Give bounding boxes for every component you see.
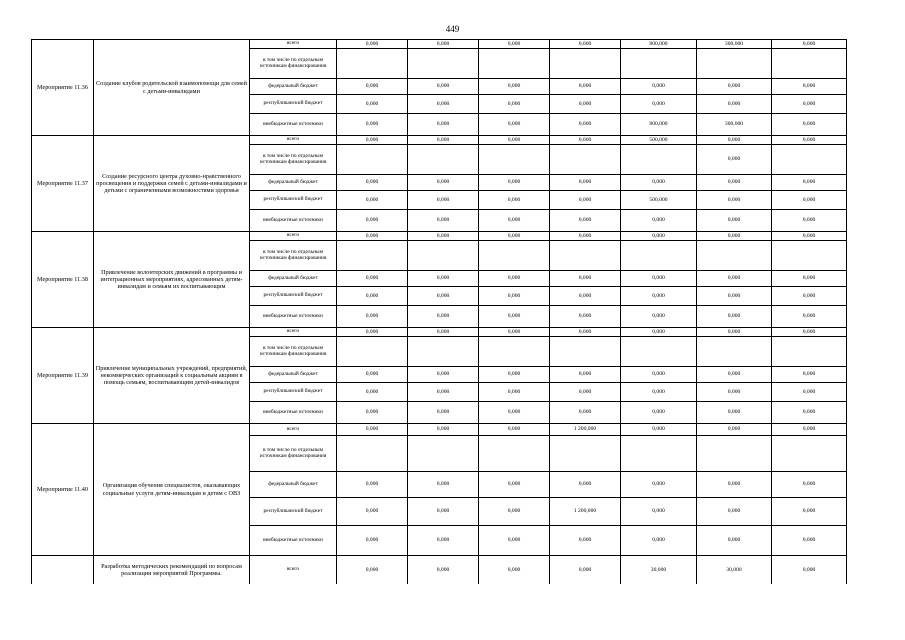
- funding-source-label: всего: [250, 556, 337, 584]
- amount-cell: [550, 241, 621, 271]
- amount-cell: [621, 49, 697, 79]
- amount-cell: 300,000: [697, 40, 772, 49]
- amount-cell: 0,000: [408, 136, 479, 145]
- amount-cell: 0,000: [479, 526, 550, 556]
- event-number-cell: Мероприятие 11.38: [32, 232, 94, 328]
- amount-cell: [479, 436, 550, 472]
- amount-cell: 0,000: [479, 191, 550, 210]
- amount-cell: 30,000: [697, 556, 772, 584]
- amount-cell: 0,000: [550, 79, 621, 95]
- amount-cell: [697, 241, 772, 271]
- amount-cell: 0,000: [772, 306, 847, 328]
- amount-cell: 0,000: [697, 210, 772, 232]
- amount-cell: 0,000: [697, 191, 772, 210]
- amount-cell: 0,000: [408, 328, 479, 337]
- amount-cell: 0,000: [772, 498, 847, 526]
- amount-cell: 0,000: [479, 95, 550, 114]
- amount-cell: 0,000: [550, 383, 621, 402]
- amount-cell: 0,000: [772, 424, 847, 436]
- amount-cell: 0,000: [772, 40, 847, 49]
- amount-cell: 0,000: [479, 40, 550, 49]
- amount-cell: 0,000: [621, 472, 697, 498]
- amount-cell: 0,000: [408, 402, 479, 424]
- amount-cell: 0,000: [479, 424, 550, 436]
- amount-cell: [550, 337, 621, 367]
- budget-table: [31, 39, 847, 584]
- amount-cell: [479, 49, 550, 79]
- event-number-cell: Мероприятие 11.36: [32, 40, 94, 136]
- funding-source-label: всего: [250, 136, 337, 145]
- amount-cell: 0,000: [697, 383, 772, 402]
- amount-cell: [408, 49, 479, 79]
- amount-cell: 0,000: [697, 232, 772, 241]
- amount-cell: 0,000: [550, 210, 621, 232]
- amount-cell: 0,000: [697, 145, 772, 175]
- amount-cell: 0,000: [479, 472, 550, 498]
- amount-cell: 0,000: [550, 526, 621, 556]
- amount-cell: [697, 337, 772, 367]
- amount-cell: 0,000: [337, 136, 408, 145]
- amount-cell: 0,000: [408, 287, 479, 306]
- amount-cell: 0,000: [621, 95, 697, 114]
- amount-cell: 0,000: [479, 402, 550, 424]
- amount-cell: 0,000: [337, 40, 408, 49]
- amount-cell: 0,000: [408, 472, 479, 498]
- funding-source-label: внебюджетные источники: [250, 114, 337, 136]
- amount-cell: 0,000: [772, 191, 847, 210]
- funding-source-label: республиканский бюджет: [250, 383, 337, 402]
- amount-cell: 0,000: [621, 271, 697, 287]
- amount-cell: 0,000: [337, 472, 408, 498]
- amount-cell: [621, 145, 697, 175]
- amount-cell: 0,000: [479, 498, 550, 526]
- amount-cell: 0,000: [772, 210, 847, 232]
- funding-source-label: в том числе по отдельным источникам финансирования: [250, 145, 337, 175]
- amount-cell: 0,000: [337, 271, 408, 287]
- amount-cell: 0,000: [772, 328, 847, 337]
- amount-cell: 0,000: [621, 232, 697, 241]
- event-number-cell: Мероприятие 11.37: [32, 136, 94, 232]
- funding-source-label: федеральный бюджет: [250, 472, 337, 498]
- amount-cell: [621, 436, 697, 472]
- amount-cell: [479, 241, 550, 271]
- amount-cell: 0,000: [621, 526, 697, 556]
- amount-cell: 0,000: [337, 287, 408, 306]
- amount-cell: 0,000: [697, 472, 772, 498]
- amount-cell: 300,000: [697, 114, 772, 136]
- amount-cell: 0,000: [479, 232, 550, 241]
- amount-cell: [337, 337, 408, 367]
- amount-cell: 0,000: [337, 402, 408, 424]
- amount-cell: 0,000: [772, 367, 847, 383]
- funding-source-label: внебюджетные источники: [250, 402, 337, 424]
- funding-source-label: всего: [250, 40, 337, 49]
- amount-cell: 0,000: [337, 306, 408, 328]
- amount-cell: 0,000: [550, 232, 621, 241]
- page-number: 449: [445, 24, 460, 34]
- amount-cell: 0,000: [337, 232, 408, 241]
- amount-cell: 0,000: [408, 114, 479, 136]
- amount-cell: 30,000: [621, 556, 697, 584]
- amount-cell: 0,000: [550, 367, 621, 383]
- amount-cell: 0,000: [479, 136, 550, 145]
- funding-source-label: республиканский бюджет: [250, 498, 337, 526]
- amount-cell: 0,000: [337, 191, 408, 210]
- funding-source-label: федеральный бюджет: [250, 367, 337, 383]
- amount-cell: [408, 241, 479, 271]
- amount-cell: 0,000: [408, 424, 479, 436]
- amount-cell: 0,000: [697, 402, 772, 424]
- amount-cell: 0,000: [621, 79, 697, 95]
- amount-cell: [479, 337, 550, 367]
- amount-cell: 0,000: [408, 191, 479, 210]
- funding-source-label: внебюджетные источники: [250, 210, 337, 232]
- amount-cell: 0,000: [621, 498, 697, 526]
- amount-cell: 0,000: [337, 95, 408, 114]
- amount-cell: 0,000: [337, 367, 408, 383]
- amount-cell: 0,000: [697, 287, 772, 306]
- amount-cell: [621, 337, 697, 367]
- amount-cell: [337, 145, 408, 175]
- amount-cell: 0,000: [337, 556, 408, 584]
- amount-cell: 0,000: [550, 175, 621, 191]
- amount-cell: 0,000: [697, 328, 772, 337]
- event-number-cell: [32, 556, 94, 584]
- funding-source-label: внебюджетные источники: [250, 306, 337, 328]
- amount-cell: 0,000: [408, 79, 479, 95]
- amount-cell: 0,000: [550, 556, 621, 584]
- amount-cell: 0,000: [550, 402, 621, 424]
- funding-source-label: в том числе по отдельным источникам финансирования: [250, 241, 337, 271]
- amount-cell: 0,000: [550, 191, 621, 210]
- amount-cell: 500,000: [621, 191, 697, 210]
- amount-cell: 0,000: [621, 402, 697, 424]
- amount-cell: 0,000: [621, 383, 697, 402]
- amount-cell: 1 200,000: [550, 498, 621, 526]
- amount-cell: 0,000: [772, 526, 847, 556]
- amount-cell: 0,000: [772, 402, 847, 424]
- amount-cell: [772, 241, 847, 271]
- amount-cell: 0,000: [479, 79, 550, 95]
- amount-cell: 0,000: [479, 306, 550, 328]
- amount-cell: 0,000: [408, 210, 479, 232]
- amount-cell: 0,000: [550, 271, 621, 287]
- funding-source-label: федеральный бюджет: [250, 175, 337, 191]
- amount-cell: 0,000: [772, 472, 847, 498]
- amount-cell: 0,000: [550, 136, 621, 145]
- amount-cell: 0,000: [772, 271, 847, 287]
- amount-cell: 0,000: [550, 114, 621, 136]
- table-row: [32, 556, 847, 584]
- funding-source-label: республиканский бюджет: [250, 287, 337, 306]
- amount-cell: [337, 241, 408, 271]
- amount-cell: 0,000: [408, 306, 479, 328]
- amount-cell: [772, 145, 847, 175]
- amount-cell: 0,000: [408, 175, 479, 191]
- amount-cell: [408, 337, 479, 367]
- amount-cell: 0,000: [479, 114, 550, 136]
- amount-cell: [550, 49, 621, 79]
- amount-cell: [337, 436, 408, 472]
- amount-cell: [479, 145, 550, 175]
- amount-cell: 0,000: [408, 383, 479, 402]
- amount-cell: 0,000: [337, 424, 408, 436]
- amount-cell: 0,000: [621, 424, 697, 436]
- amount-cell: 0,000: [337, 175, 408, 191]
- amount-cell: 0,000: [479, 556, 550, 584]
- amount-cell: 500,000: [621, 136, 697, 145]
- funding-source-label: в том числе по отдельным источникам финансирования: [250, 337, 337, 367]
- funding-source-label: в том числе по отдельным источникам финансирования: [250, 436, 337, 472]
- amount-cell: 0,000: [697, 306, 772, 328]
- amount-cell: [772, 49, 847, 79]
- amount-cell: [772, 337, 847, 367]
- amount-cell: 0,000: [772, 95, 847, 114]
- amount-cell: 0,000: [697, 136, 772, 145]
- amount-cell: [772, 436, 847, 472]
- funding-source-label: в том числе по отдельным источникам финансирования: [250, 49, 337, 79]
- amount-cell: 0,000: [550, 95, 621, 114]
- amount-cell: [408, 145, 479, 175]
- amount-cell: 0,000: [408, 232, 479, 241]
- amount-cell: [697, 49, 772, 79]
- amount-cell: [408, 436, 479, 472]
- amount-cell: 0,000: [772, 136, 847, 145]
- event-title-cell: Организация обучения специалистов, оказывающих социальные услуги детям-инвалидам и детям с ОВЗ: [94, 424, 250, 556]
- table-row: [32, 328, 847, 337]
- amount-cell: 0,000: [479, 367, 550, 383]
- amount-cell: 0,000: [408, 498, 479, 526]
- amount-cell: 0,000: [621, 306, 697, 328]
- amount-cell: 0,000: [697, 526, 772, 556]
- amount-cell: 0,000: [621, 367, 697, 383]
- amount-cell: 0,000: [408, 526, 479, 556]
- funding-source-label: федеральный бюджет: [250, 79, 337, 95]
- amount-cell: 0,000: [697, 95, 772, 114]
- amount-cell: 0,000: [550, 472, 621, 498]
- amount-cell: 1 200,000: [550, 424, 621, 436]
- amount-cell: 0,000: [408, 95, 479, 114]
- amount-cell: 0,000: [772, 79, 847, 95]
- funding-source-label: федеральный бюджет: [250, 271, 337, 287]
- amount-cell: 0,000: [337, 210, 408, 232]
- amount-cell: 0,000: [697, 498, 772, 526]
- amount-cell: 0,000: [772, 114, 847, 136]
- table-row: [32, 40, 847, 49]
- event-title-cell: Привлечение муниципальных учреждений, предприятий, некоммерческих организаций к социальным акциям в помощь семьям, воспитывающим детей-инвалидов: [94, 328, 250, 424]
- amount-cell: [697, 436, 772, 472]
- event-title-cell: Разработка методических рекомендаций по вопросам реализации мероприятий Программы.: [94, 556, 250, 584]
- amount-cell: 0,000: [697, 424, 772, 436]
- funding-source-label: республиканский бюджет: [250, 95, 337, 114]
- amount-cell: 800,000: [621, 114, 697, 136]
- amount-cell: 0,000: [697, 271, 772, 287]
- amount-cell: [550, 145, 621, 175]
- amount-cell: 0,000: [408, 271, 479, 287]
- amount-cell: 0,000: [621, 175, 697, 191]
- event-number-cell: Мероприятие 11.40: [32, 424, 94, 556]
- table-row: [32, 136, 847, 145]
- amount-cell: 0,000: [479, 328, 550, 337]
- event-number-cell: Мероприятие 11.39: [32, 328, 94, 424]
- amount-cell: [550, 436, 621, 472]
- amount-cell: 0,000: [550, 287, 621, 306]
- amount-cell: 0,000: [697, 79, 772, 95]
- amount-cell: 800,000: [621, 40, 697, 49]
- amount-cell: 0,000: [772, 287, 847, 306]
- event-title-cell: Привлечение волонтерских движений в программы и интеграционных мероприятиях, адресованных детям-инвалидам и семьям их воспитывающим: [94, 232, 250, 328]
- amount-cell: 0,000: [337, 328, 408, 337]
- amount-cell: 0,000: [479, 287, 550, 306]
- amount-cell: 0,000: [621, 210, 697, 232]
- amount-cell: 0,000: [621, 287, 697, 306]
- amount-cell: 0,000: [479, 175, 550, 191]
- amount-cell: 0,000: [621, 328, 697, 337]
- amount-cell: 0,000: [337, 383, 408, 402]
- amount-cell: 0,000: [337, 526, 408, 556]
- amount-cell: 0,000: [337, 114, 408, 136]
- funding-source-label: внебюджетные источники: [250, 526, 337, 556]
- amount-cell: 0,000: [479, 271, 550, 287]
- amount-cell: 0,000: [479, 383, 550, 402]
- amount-cell: 0,000: [550, 328, 621, 337]
- amount-cell: [621, 241, 697, 271]
- amount-cell: 0,000: [550, 306, 621, 328]
- amount-cell: 0,000: [697, 175, 772, 191]
- amount-cell: 0,000: [337, 498, 408, 526]
- amount-cell: [337, 49, 408, 79]
- amount-cell: 0,000: [550, 40, 621, 49]
- amount-cell: 0,000: [337, 79, 408, 95]
- amount-cell: 0,000: [408, 556, 479, 584]
- event-title-cell: Создание ресурсного центра духовно-нравственного просвещения и поддержки семей с детьми-инвалидами и детьми с ограниченными возможностями здоровья: [94, 136, 250, 232]
- amount-cell: 0,000: [772, 383, 847, 402]
- funding-source-label: всего: [250, 424, 337, 436]
- amount-cell: 0,000: [408, 40, 479, 49]
- funding-source-label: республиканский бюджет: [250, 191, 337, 210]
- funding-source-label: всего: [250, 328, 337, 337]
- table-row: [32, 424, 847, 436]
- amount-cell: 0,000: [408, 367, 479, 383]
- amount-cell: 0,000: [772, 175, 847, 191]
- table-row: [32, 232, 847, 241]
- funding-source-label: всего: [250, 232, 337, 241]
- amount-cell: 0,000: [772, 232, 847, 241]
- event-title-cell: Создание клубов родительской взаимопомощи для семей с детьми-инвалидами: [94, 40, 250, 136]
- amount-cell: 0,000: [697, 367, 772, 383]
- amount-cell: 0,000: [772, 556, 847, 584]
- amount-cell: 0,000: [479, 210, 550, 232]
